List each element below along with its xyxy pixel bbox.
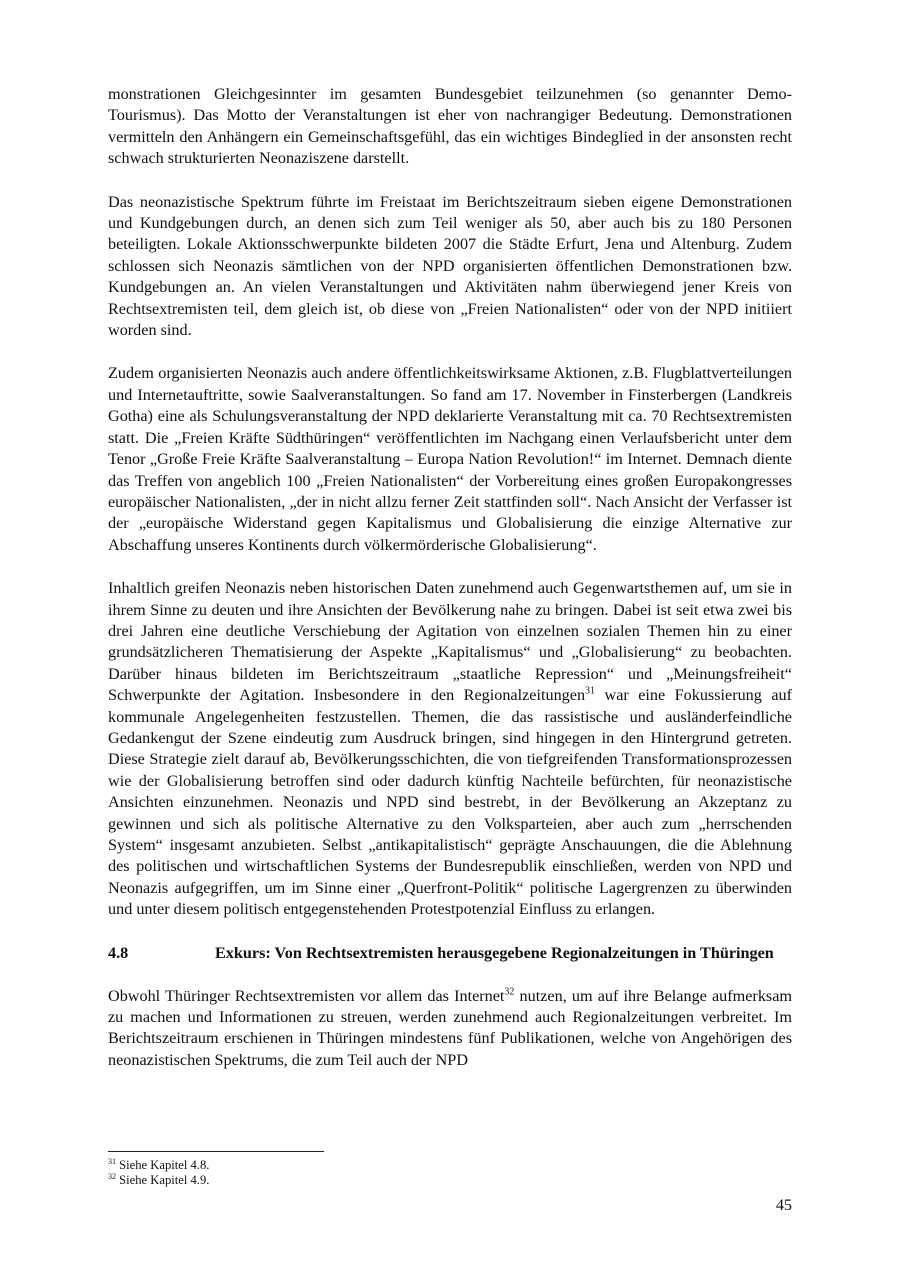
footnote-number: 32: [108, 1171, 116, 1181]
footnote-text: Siehe Kapitel 4.8.: [116, 1158, 210, 1172]
page-number: 45: [775, 1196, 792, 1214]
paragraph: [108, 986, 792, 1072]
footnote-reference: 31: [585, 685, 596, 697]
section-heading: [108, 943, 792, 964]
section-title: Exkurs: Von Rechtsextremisten herausgegebene Regionalzeitungen in Thüringen: [215, 943, 774, 962]
footnote: [108, 1158, 792, 1173]
paragraph-text: war eine Fokussierung auf kommunale Angelegenheiten festzustellen. Themen, die das rassistische und ausländerfeindliche Gedankengut der Szene eindeutig zum Ausdruck bringen, sind hingegen in den Hintergrund getreten. Diese Strategie zielt darauf ab, Bevölkerungsschichten, die von tiefgreifenden Transformationsprozessen wie der Globalisierung betroffen sind oder dadurch künftig Nachteile befürchten, für neonazistische Ansichten einzunehmen. Neonazis und NPD sind bestrebt, in der Bevölkerung an Akzeptanz zu gewinnen und sich als politische Alternative zu den Volksparteien, aber auch zum „herrschenden System“ insgesamt anzubieten. Selbst „antikapitalistisch“ geprägte Anschauungen, die die Ablehnung des politischen und wirtschaftlichen Systems der Bundesrepublik einschließen, werden von NPD und Neonazis aufgegriffen, um im Sinne einer „Querfront-Politik“ politische Lagergrenzen zu überwinden und unter diesem politisch entgegenstehenden Protestpotenzial Einfluss zu erlangen.: [108, 686, 792, 919]
footnote-reference: 32: [504, 986, 515, 998]
section-number: 4.8: [108, 943, 129, 962]
paragraph: monstrationen Gleichgesinnter im gesamten Bundesgebiet teilzunehmen (so genannter Demo-Tourismus). Das Motto der Veranstaltungen ist eher von nachrangiger Bedeutung. Demonstrationen vermitteln den Anhängern ein Gemeinschaftsgefühl, das ein wichtiges Bindeglied in der ansonsten recht schwach strukturierten Neonaziszene darstellt.: [108, 85, 792, 168]
document-body: [108, 84, 792, 1093]
footnote-number: 31: [108, 1156, 116, 1166]
paragraph-text: Inhaltlich greifen Neonazis neben historischen Daten zunehmend auch Gegenwartsthemen auf, um sie in ihrem Sinne zu deuten und ihre Ansichten der Bevölkerung nahe zu bringen. Dabei ist seit etwa zwei bis drei Jahren eine deutliche Verschiebung der Agitation von einzelnen sozialen Themen hin zu einer grundsätzlicheren Thematisierung der Aspekte „Kapitalismus“ und „Globalisierung“ zu beobachten. Darüber hinaus bildeten im Berichtszeitraum „staatliche Repression“ und „Meinungsfreiheit“ Schwerpunkte der Agitation. Insbesondere in den Regionalzeitungen: [108, 579, 792, 705]
footnote-divider: [108, 1151, 324, 1152]
footnotes: [108, 1151, 792, 1188]
paragraph: [108, 578, 792, 921]
footnote-text: Siehe Kapitel 4.9.: [116, 1173, 210, 1187]
paragraph: Das neonazistische Spektrum führte im Freistaat im Berichtszeitraum sieben eigene Demonstrationen und Kundgebungen durch, an denen sich zum Teil weniger als 50, aber auch bis zu 180 Personen beteiligten. Lokale Aktionsschwerpunkte bildeten 2007 die Städte Erfurt, Jena und Altenburg. Zudem schlossen sich Neonazis sämtlichen von der NPD organisierten öffentlichen Demonstrationen bzw. Kundgebungen an. An vielen Veranstaltungen und Aktivitäten nahm überwiegend jener Kreis von Rechtsextremisten teil, dem gleich ist, ob diese von „Freien Nationalisten“ oder von der NPD initiiert worden sind.: [108, 192, 792, 340]
paragraph-text: Obwohl Thüringer Rechtsextremisten vor allem das Internet: [108, 986, 505, 1005]
paragraph-text: nutzen, um auf ihre Belange aufmerksam zu machen und Informationen zu streuen, werden zunehmend auch Regionalzeitungen verbreitet. Im Berichtszeitraum erschienen in Thüringen mindestens fünf Publikationen, welche von Angehörigen des neonazistischen Spektrums, die zum Teil auch der NPD: [108, 986, 792, 1069]
paragraph: Zudem organisierten Neonazis auch andere öffentlichkeitswirksame Aktionen, z.B. Flugblattverteilungen und Internetauftritte, sowie Saalveranstaltungen. So fand am 17. November in Finsterbergen (Landkreis Gotha) eine als Schulungsveranstaltung der NPD deklarierte Veranstaltung mit ca. 70 Rechtsextremisten statt. Die „Freien Kräfte Südthüringen“ veröffentlichten im Nachgang einen Verlaufsbericht unter dem Tenor „Große Freie Kräfte Saalveranstaltung – Europa Nation Revolution!“ im Internet. Demnach diente das Treffen von angeblich 100 „Freien Nationalisten“ der Vorbereitung eines großen Europakongresses europäischer Nationalisten, „der in nicht allzu ferner Zeit stattfinden soll“. Nach Ansicht der Verfasser ist der „europäische Widerstand gegen Kapitalismus und Globalisierung die einzige Alternative zur Abschaffung unseres Kontinents durch völkermörderische Globalisierung“.: [108, 364, 792, 554]
footnote: [108, 1173, 792, 1188]
